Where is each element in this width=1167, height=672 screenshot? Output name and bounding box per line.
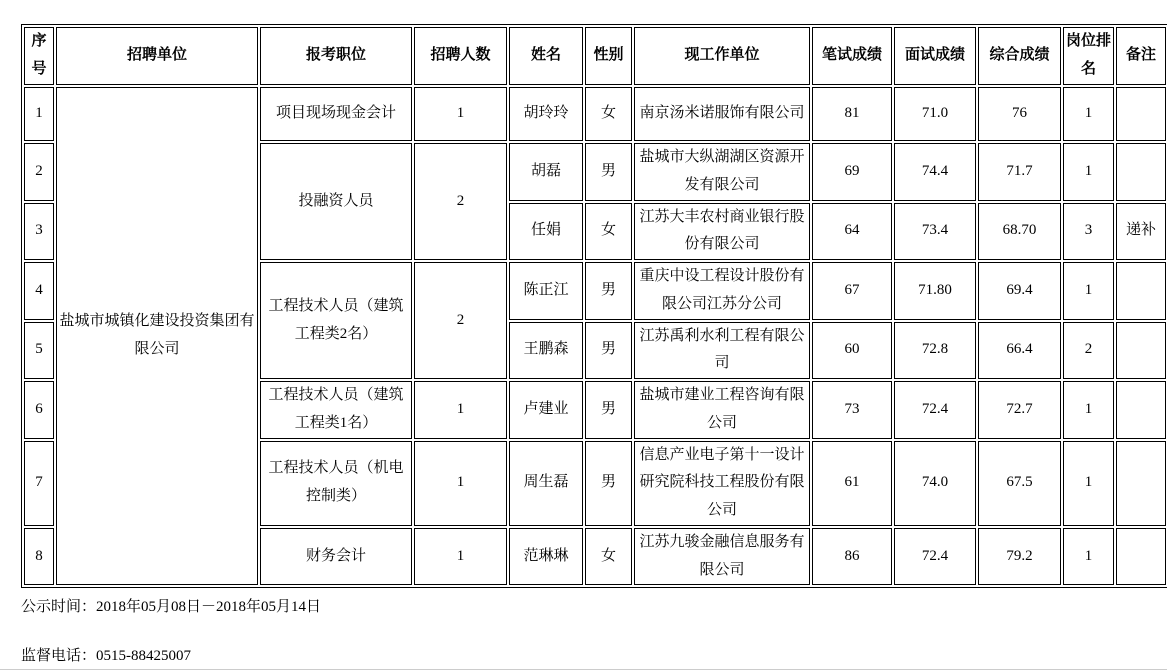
cell-current-unit: 盐城市大纵湖湖区资源开发有限公司 [634,143,810,201]
cell-position: 工程技术人员（机电控制类） [260,441,412,526]
publicity-period-value: 2018年05月08日－2018年05月14日 [96,599,322,615]
publicity-period-line [21,595,321,616]
cell-gender: 男 [585,381,632,439]
cell-note [1116,528,1166,586]
cell-current-unit: 盐城市建业工程咨询有限公司 [634,381,810,439]
cell-serial: 8 [24,528,54,586]
col-header-note: 备注 [1116,27,1166,85]
bottom-divider [0,669,1167,670]
cell-serial: 7 [24,441,54,526]
cell-serial: 4 [24,262,54,320]
cell-serial: 5 [24,322,54,380]
col-header-rank: 岗位排名 [1063,27,1114,85]
cell-headcount: 1 [414,87,507,141]
cell-name: 陈正江 [509,262,583,320]
cell-gender: 男 [585,441,632,526]
cell-serial: 1 [24,87,54,141]
cell-name: 王鹏森 [509,322,583,380]
cell-gender: 男 [585,143,632,201]
col-header-position: 报考职位 [260,27,412,85]
cell-written-score: 69 [812,143,892,201]
col-header-current-unit: 现工作单位 [634,27,810,85]
cell-rank: 1 [1063,528,1114,586]
cell-rank: 1 [1063,441,1114,526]
col-header-serial: 序号 [24,27,54,85]
cell-written-score: 60 [812,322,892,380]
cell-note [1116,262,1166,320]
cell-position: 工程技术人员（建筑工程类2名） [260,262,412,379]
cell-name: 范琳琳 [509,528,583,586]
cell-current-unit: 江苏禹利水利工程有限公司 [634,322,810,380]
cell-serial: 6 [24,381,54,439]
cell-rank: 1 [1063,262,1114,320]
cell-interview-score: 72.8 [894,322,976,380]
cell-composite-score: 79.2 [978,528,1061,586]
cell-interview-score: 74.4 [894,143,976,201]
cell-written-score: 73 [812,381,892,439]
cell-position: 项目现场现金会计 [260,87,412,141]
cell-current-unit: 南京汤米诺服饰有限公司 [634,87,810,141]
col-header-composite-score: 综合成绩 [978,27,1061,85]
cell-written-score: 61 [812,441,892,526]
cell-serial: 3 [24,203,54,261]
cell-note [1116,441,1166,526]
cell-interview-score: 72.4 [894,381,976,439]
cell-name: 周生磊 [509,441,583,526]
cell-name: 胡磊 [509,143,583,201]
cell-headcount: 1 [414,441,507,526]
supervision-phone-value: 0515-88425007 [96,648,192,664]
cell-gender: 男 [585,262,632,320]
cell-rank: 1 [1063,143,1114,201]
cell-current-unit: 重庆中设工程设计股份有限公司江苏分公司 [634,262,810,320]
cell-composite-score: 66.4 [978,322,1061,380]
cell-note [1116,143,1166,201]
cell-gender: 男 [585,322,632,380]
cell-note [1116,381,1166,439]
cell-note [1116,322,1166,380]
recruitment-results-table [21,24,1167,588]
supervision-phone-line [21,644,191,665]
cell-composite-score: 68.70 [978,203,1061,261]
col-header-employer: 招聘单位 [56,27,258,85]
cell-interview-score: 71.80 [894,262,976,320]
supervision-phone-label: 监督电话： [21,648,97,664]
cell-employer: 盐城市城镇化建设投资集团有限公司 [56,87,258,585]
cell-current-unit: 江苏九骏金融信息服务有限公司 [634,528,810,586]
cell-composite-score: 76 [978,87,1061,141]
cell-interview-score: 72.4 [894,528,976,586]
cell-written-score: 67 [812,262,892,320]
col-header-headcount: 招聘人数 [414,27,507,85]
cell-composite-score: 67.5 [978,441,1061,526]
cell-gender: 女 [585,203,632,261]
cell-composite-score: 72.7 [978,381,1061,439]
cell-composite-score: 71.7 [978,143,1061,201]
cell-interview-score: 71.0 [894,87,976,141]
col-header-interview-score: 面试成绩 [894,27,976,85]
col-header-gender: 性别 [585,27,632,85]
header-row [24,27,1166,85]
cell-current-unit: 江苏大丰农村商业银行股份有限公司 [634,203,810,261]
cell-written-score: 81 [812,87,892,141]
table-row [24,87,1166,141]
cell-position: 投融资人员 [260,143,412,260]
cell-rank: 2 [1063,322,1114,380]
col-header-name: 姓名 [509,27,583,85]
cell-composite-score: 69.4 [978,262,1061,320]
cell-headcount: 2 [414,143,507,260]
cell-note [1116,87,1166,141]
cell-headcount: 2 [414,262,507,379]
publicity-period-label: 公示时间： [21,599,97,615]
cell-written-score: 86 [812,528,892,586]
cell-headcount: 1 [414,381,507,439]
cell-rank: 1 [1063,87,1114,141]
cell-gender: 女 [585,87,632,141]
col-header-written-score: 笔试成绩 [812,27,892,85]
cell-note: 递补 [1116,203,1166,261]
cell-name: 卢建业 [509,381,583,439]
cell-interview-score: 74.0 [894,441,976,526]
cell-headcount: 1 [414,528,507,586]
cell-serial: 2 [24,143,54,201]
cell-current-unit: 信息产业电子第十一设计研究院科技工程股份有限公司 [634,441,810,526]
cell-name: 胡玲玲 [509,87,583,141]
cell-position: 工程技术人员（建筑工程类1名） [260,381,412,439]
cell-interview-score: 73.4 [894,203,976,261]
cell-gender: 女 [585,528,632,586]
cell-position: 财务会计 [260,528,412,586]
cell-rank: 3 [1063,203,1114,261]
cell-written-score: 64 [812,203,892,261]
cell-name: 任娟 [509,203,583,261]
cell-rank: 1 [1063,381,1114,439]
